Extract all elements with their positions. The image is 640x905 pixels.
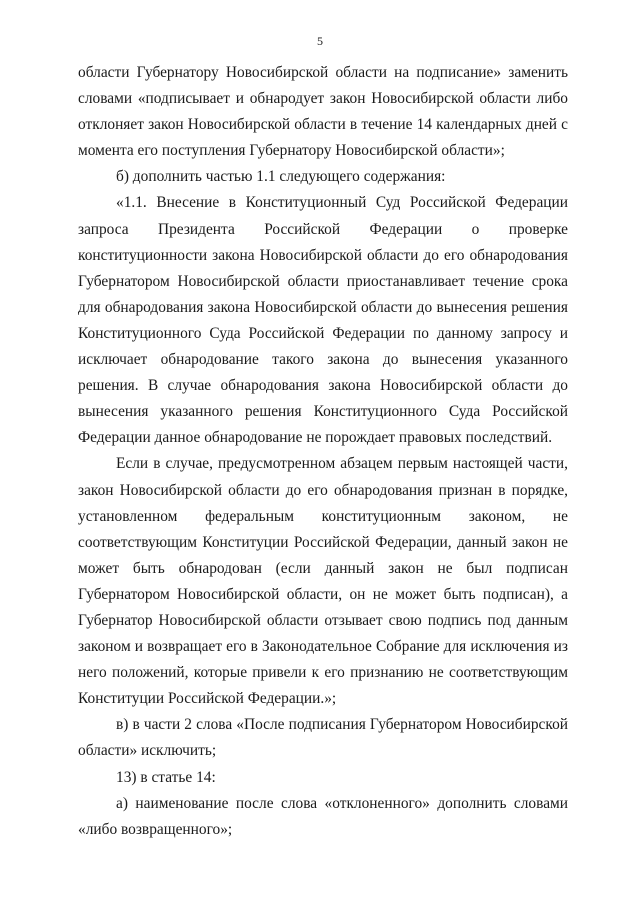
paragraph-part-1-1-second-paragraph: Если в случае, предусмотренном абзацем первым настоящей части, закон Новосибирской области до его обнародования признан в порядке, установленном федеральным конституционным законом, не соответствующим Конституции Российской Федерации, данный закон не может быть обнародован (если данный закон не был подписан Губернатором Новосибирской области, он не может быть подписан), а Губернатор Новосибирской области отзывает свою подпись под данным законом и возвращает его в Законодательное Собрание для исключения из него положений, которые привели к его признанию не соответствующим Конституции Российской Федерации.»;: [78, 455, 568, 708]
paragraph-item-b: б) дополнить частью 1.1 следующего содержания:: [116, 168, 446, 186]
paragraph-item-a: а) наименование после слова «отклоненного» дополнить словами «либо возвращенного»;: [78, 794, 568, 838]
page-number: 5: [317, 34, 323, 48]
paragraph-amendment-text-continuation: области Губернатору Новосибирской области на подписание» заменить словами «подписывает и обнародует закон Новосибирской области либо отклоняет закон Новосибирской области в течение 14 календарных дней с момента его поступления Губернатору Новосибирской области»;: [78, 64, 568, 160]
paragraph-item-13: 13) в статье 14:: [116, 768, 216, 786]
document-body: [78, 60, 568, 843]
paragraph-part-1-1: «1.1. Внесение в Конституционный Суд Российской Федерации запроса Президента Российской Федерации о проверке конституционности закона Новосибирской области до его обнародования Губернатором Новосибирской области приостанавливает течение срока для обнародования закона Новосибирской области до вынесения решения Конституционного Суда Российской Федерации по данному запросу и исключает обнародование такого закона до вынесения указанного решения. В случае обнародования закона Новосибирской области до вынесения указанного решения Конституционного Суда Российской Федерации данное обнародование не порождает правовых последствий.: [78, 194, 568, 447]
paragraph-item-v: в) в части 2 слова «После подписания Губернатором Новосибирской области» исключить;: [78, 716, 568, 760]
